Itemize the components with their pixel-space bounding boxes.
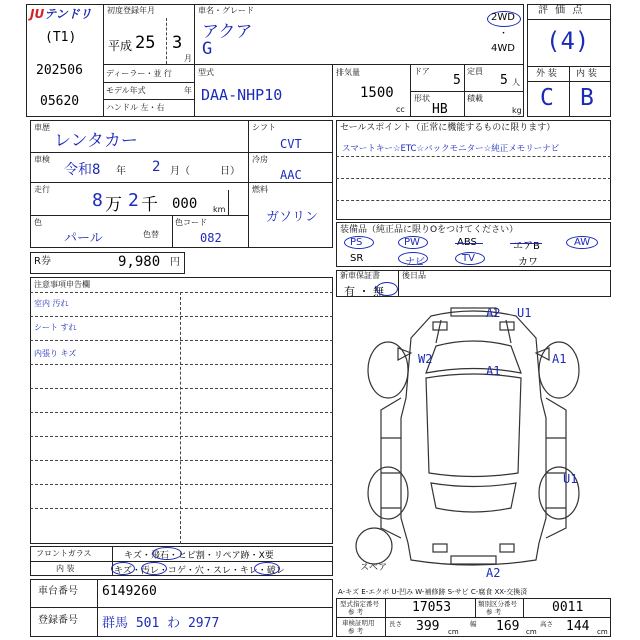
name-grade-label: 車名・グレード — [198, 6, 254, 15]
capacity-unit: 人 — [512, 78, 520, 87]
first-reg-month: 3 — [172, 33, 183, 53]
equip-sr: SR — [350, 253, 364, 264]
color-value: パール — [64, 231, 103, 246]
notes-label: 注意事項申告欄 — [34, 280, 90, 289]
height-value: 144 — [566, 619, 590, 634]
lot-code-1: (T1) — [45, 30, 77, 45]
equipment-label: 装備品（純正品に限りOをつけてください） — [340, 225, 519, 235]
doors: 5 — [453, 73, 461, 88]
recycle-label: R券 — [34, 256, 51, 267]
equip-aw: AW — [574, 237, 591, 248]
spare-label: スペア — [360, 563, 388, 573]
front-glass-options: キズ・飛石・ヒビ割・リペア跡・X要 — [124, 551, 274, 561]
month-unit: 月 — [184, 54, 192, 63]
capacity: 5 — [500, 73, 508, 88]
equip-pw-circle — [398, 236, 428, 249]
cert-label: 車検証明用 — [342, 619, 375, 627]
width-value: 169 — [496, 619, 520, 634]
note-line-3: 内張り キズ — [34, 349, 77, 358]
shift-label: シフト — [252, 123, 276, 132]
car-name: アクア — [202, 22, 253, 42]
interior-options: キズ・汚レ・コゲ・穴・スレ・キレ・破レ — [114, 566, 285, 576]
warranty-value: 有 ・ 無 — [344, 285, 384, 298]
equip-navi: ナビ — [405, 257, 425, 268]
color-code: 082 — [200, 231, 222, 245]
chassis-number: 6149260 — [102, 584, 157, 599]
recycle-value: 9,980 — [118, 254, 161, 270]
load-label: 積載 — [467, 94, 483, 103]
width-cm: cm — [526, 628, 537, 636]
type-spec-value: 17053 — [412, 600, 452, 615]
front-glass-label: フロントガラス — [36, 549, 92, 558]
model-code-label: 型式 — [198, 68, 214, 77]
logo: JUテンドリ — [30, 7, 92, 21]
mileage-label: 走行 — [34, 185, 50, 194]
cert-sub: 参 考 — [348, 627, 364, 635]
cc-unit: cc — [396, 105, 405, 114]
car-grade: G — [202, 39, 213, 59]
length-value: 399 — [416, 619, 440, 634]
insp-year-unit: 年 — [116, 166, 126, 177]
lot-code-3: 05620 — [40, 94, 80, 109]
later-label: 後日品 — [402, 271, 426, 280]
insp-month-unit: 月（ — [170, 166, 190, 177]
equip-aw-circle — [566, 236, 598, 249]
ac: AAC — [280, 168, 302, 182]
ac-label: 冷房 — [252, 155, 268, 164]
interior-circle-2 — [141, 562, 167, 575]
class-label: 車歴 — [34, 123, 50, 132]
capacity-label: 定員 — [467, 67, 483, 76]
yen-unit: 円 — [170, 257, 180, 268]
kg-unit: kg — [512, 106, 522, 115]
first-reg-year: 25 — [135, 33, 156, 53]
equip-leather: カワ — [518, 257, 538, 268]
sales-points: スマートキー☆ETC☆バックモニター☆純正メモリーナビ — [342, 144, 560, 154]
mileage-thousands: 2 — [128, 190, 139, 211]
handle-label: ハンドル 左・右 — [106, 103, 165, 112]
mileage-rest: 000 — [172, 196, 198, 212]
note-line-2: シート すれ — [34, 323, 77, 332]
inspection-label: 車検 — [34, 155, 50, 164]
shape-label: 形状 — [414, 94, 430, 103]
length-cm: cm — [448, 628, 459, 636]
mark-front-a2: A2 — [486, 306, 501, 320]
year-unit: 年 — [184, 86, 192, 95]
color-swap-label: 色替 — [143, 230, 159, 239]
mark-rear-a2: A2 — [486, 566, 501, 580]
lot-code-2: 202506 — [36, 63, 83, 78]
note-line-1: 室内 汚れ — [34, 299, 69, 308]
warranty-label: 新車保証書 — [340, 271, 380, 280]
warranty-circle — [376, 282, 398, 296]
interior-grade: B — [580, 85, 594, 111]
mark-right-a1: A1 — [552, 352, 567, 366]
plate-number: 群馬 501 わ 2977 — [102, 616, 220, 631]
class-spec-value: 0011 — [552, 600, 584, 615]
height-cm: cm — [597, 628, 608, 636]
mark-rear-right-u1: U1 — [563, 472, 578, 486]
model-year-label: モデル年式 — [106, 86, 146, 95]
dealer-label: ディーラー・並 行 — [106, 69, 172, 78]
interior-circle-3 — [254, 562, 280, 575]
interior-label: 内 装 — [576, 69, 597, 79]
exterior-label: 外 装 — [536, 69, 557, 79]
drive-dot: ・ — [499, 29, 509, 39]
equip-abs: ABS — [457, 237, 477, 248]
recycle-box — [30, 252, 185, 274]
class-spec-label: 類別区分番号 — [478, 600, 517, 608]
mark-left-w2: W2 — [418, 352, 433, 366]
shift: CVT — [280, 137, 302, 151]
damage-legend: A-キズ E-エクボ U-凹み W-補修跡 S-サビ C-腐食 XX-交換済 — [338, 588, 528, 596]
equip-tv: TV — [462, 253, 475, 264]
km-unit: km — [213, 205, 226, 214]
overall-grade: (4) — [546, 27, 590, 55]
mileage-sen: 千 — [141, 195, 158, 215]
displacement-label: 排気量 — [336, 68, 360, 77]
length-label: 長さ — [389, 620, 402, 628]
color-code-label: 色コード — [175, 218, 207, 227]
first-reg-era: 平成 — [108, 39, 133, 53]
drive-2wd: 2WD — [491, 12, 515, 23]
mileage-man: 万 — [105, 195, 122, 215]
grade-label: 評 価 点 — [538, 5, 585, 16]
equip-navi-circle — [398, 252, 428, 265]
displacement: 1500 — [360, 85, 394, 101]
mark-front-u1: U1 — [517, 306, 532, 320]
equip-tv-circle — [455, 252, 485, 265]
drive-4wd: 4WD — [491, 43, 515, 54]
mileage-ten-thousands: 8 — [92, 190, 103, 211]
equip-pw: PW — [404, 237, 420, 248]
model-code: DAA-NHP10 — [201, 86, 283, 104]
equip-airbag: エアB — [513, 241, 540, 252]
notes-box — [30, 277, 333, 544]
car-class: レンタカー — [54, 131, 138, 151]
car-damage-diagram — [336, 298, 611, 583]
sales-point-box — [336, 120, 611, 220]
fuel-label: 燃料 — [252, 185, 268, 194]
insp-era: 令和8 — [64, 162, 101, 178]
equip-ps-circle — [344, 236, 374, 249]
fuel: ガソリン — [266, 210, 319, 225]
insp-day-unit: 日） — [220, 166, 240, 177]
shape: HB — [432, 102, 448, 117]
type-spec-sub: 参 考 — [348, 608, 364, 616]
front-glass-circle — [152, 547, 182, 560]
first-reg-label: 初度登録年月 — [107, 6, 155, 15]
plate-label: 登録番号 — [38, 615, 78, 626]
type-spec-label: 型式指定番号 — [340, 600, 379, 608]
interior-cond-label: 内 装 — [56, 564, 75, 573]
exterior-grade: C — [540, 85, 554, 111]
equip-ps: PS — [350, 237, 363, 248]
height-label: 高さ — [540, 620, 553, 628]
width-label: 幅 — [470, 620, 477, 628]
color-label: 色 — [34, 218, 42, 227]
door-label: ドア — [414, 67, 430, 76]
interior-circle-1 — [111, 562, 135, 575]
class-spec-sub: 参 考 — [486, 608, 502, 616]
chassis-label: 車台番号 — [38, 586, 78, 597]
insp-month: 2 — [152, 159, 161, 175]
mark-roof-a1: A1 — [486, 364, 501, 378]
sales-point-label: セールスポイント（正常に機能するものに限ります） — [340, 123, 556, 133]
